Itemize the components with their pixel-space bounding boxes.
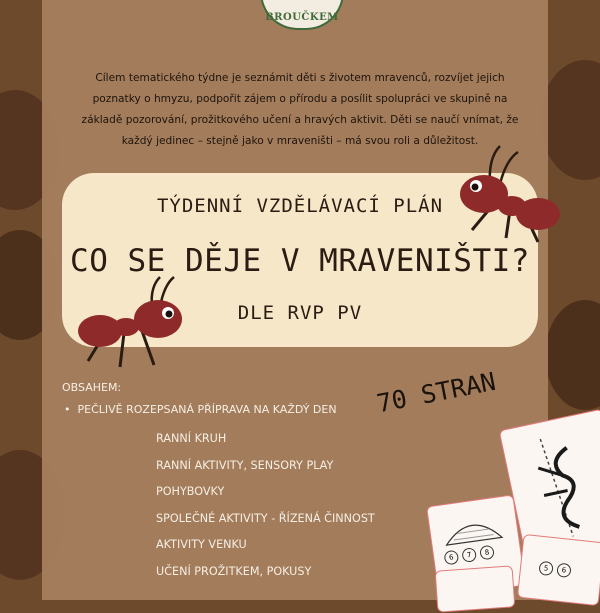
worksheet-card	[517, 534, 600, 606]
contents-heading: OBSAHEM:	[62, 381, 122, 394]
pages-badge: 70 STRAN	[374, 366, 499, 419]
number-circle: 5	[538, 561, 553, 576]
worksheet-card	[435, 565, 516, 612]
number-circle: 6	[443, 550, 459, 566]
intro-paragraph: Cílem tematického týdne je seznámit děti s životem mravenců, rozvíjet jejich poznatky o hmyzu, podpořit zájem o přírodu a posílit spolupráci ve skupině na základě pozorování, prožitkového učení a hravých aktivit. Děti se naučí vnímat, že každý jedinec – stejně jako v mraveništi – má svou roli a důležitost.	[81, 72, 519, 147]
ant-icon	[74, 273, 192, 373]
number-circle: 7	[461, 547, 477, 563]
number-circle: 8	[479, 545, 495, 561]
list-item: AKTIVITY VENKU	[156, 538, 247, 552]
contents-bullet	[64, 403, 337, 416]
list-item: RANNÍ KRUH	[156, 432, 227, 445]
anthill-sketch-icon	[427, 496, 520, 577]
rvp-subtitle: DLE RVP PV	[237, 302, 363, 324]
contents-list	[156, 431, 375, 591]
list-item: SPOLEČNÉ AKTIVITY - ŘÍZENÁ ČINNOST	[156, 511, 375, 525]
plan-title: TÝDENNÍ VZDĚLÁVACÍ PLÁN	[156, 195, 444, 217]
list-item: POHYBOVKY	[156, 485, 225, 499]
list-item: RANNÍ AKTIVITY, SENSORY PLAY	[156, 458, 334, 472]
bullet-text: PEČLIVĚ ROZEPSANÁ PŘÍPRAVA NA KAŽDÝ DEN	[77, 403, 337, 416]
ant-icon	[452, 138, 562, 248]
number-circle: 6	[556, 563, 571, 578]
number-row	[538, 561, 571, 578]
bullet-icon: •	[64, 403, 71, 416]
main-title: CO SE DĚJE V MRAVENIŠTI?	[70, 243, 530, 279]
logo-text: BROUČKEM	[265, 12, 339, 23]
list-item: UČENÍ PROŽITKEM, POKUSY	[156, 564, 312, 578]
